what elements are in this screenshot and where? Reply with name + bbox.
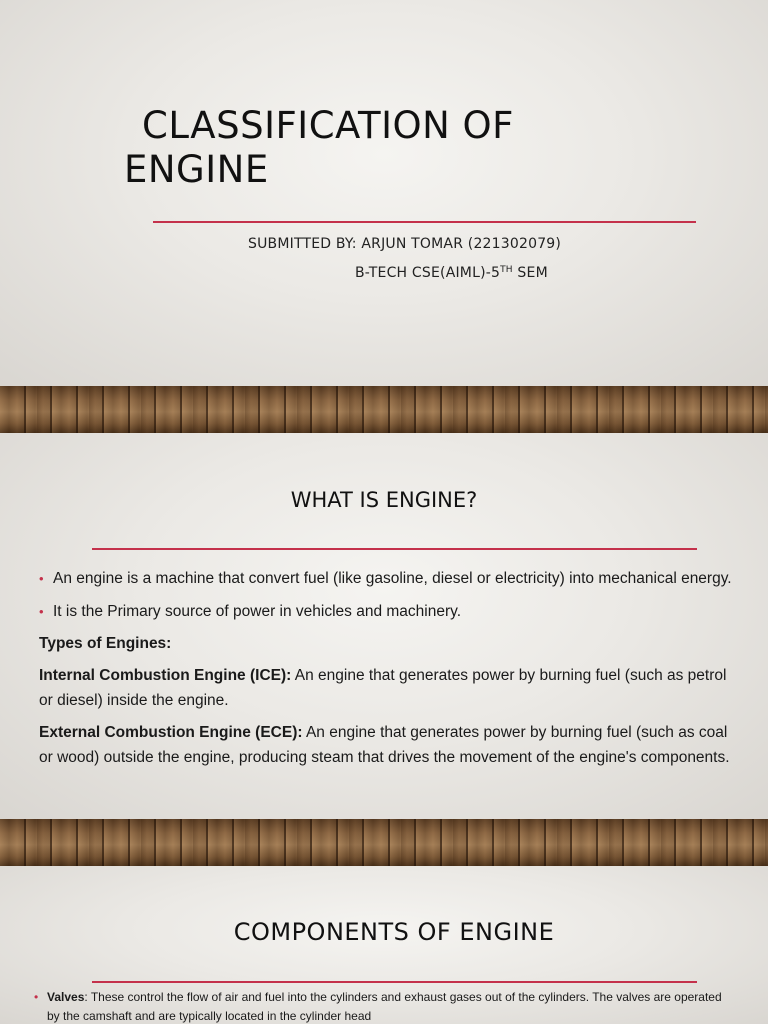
slide-what-is-engine [0, 433, 768, 819]
bullet-item: • An engine is a machine that convert fuel (like gasoline, diesel or electricity) into mechanical energy. [39, 566, 735, 592]
course-superscript: TH [500, 265, 513, 275]
slide-body [39, 566, 735, 777]
wood-floor-band [0, 819, 768, 866]
course-info: B-TECH CSE(AIML)-5TH SEM [355, 265, 548, 281]
ece-definition: External Combustion Engine (ECE): An engine that generates power by burning fuel (such as coal or wood) outside the engine, producing steam that drives the movement of the engine's components. [39, 723, 730, 766]
slide-components [0, 866, 768, 1024]
bullet-dot: • [39, 571, 44, 586]
bullet-item: • It is the Primary source of power in vehicles and machinery. [39, 599, 735, 625]
slide-heading: COMPONENTS OF ENGINE [233, 918, 555, 946]
types-heading: Types of Engines: [39, 635, 172, 652]
title-line-1: CLASSIFICATION OF [142, 104, 514, 147]
bullet-dot: • [39, 603, 44, 619]
submitted-by: SUBMITTED BY: ARJUN TOMAR (221302079) [248, 236, 562, 252]
slide-heading: WHAT IS ENGINE? [290, 488, 478, 512]
slide-title-heading [124, 104, 684, 192]
title-divider [153, 221, 696, 223]
ice-definition: Internal Combustion Engine (ICE): An engine that generates power by burning fuel (such as petrol or diesel) inside the engine. [39, 666, 727, 709]
slide-title [0, 0, 768, 386]
heading-divider [92, 981, 697, 983]
title-line-2: ENGINE [124, 148, 269, 191]
bullet-dot: • [34, 990, 39, 1004]
valves-item: • Valves: These control the flow of air and fuel into the cylinders and exhaust gases out of the cylinders. The valves are operated by the camshaft and are typically located in the cylinder head [34, 990, 722, 1023]
heading-divider [92, 548, 697, 550]
wood-floor-band [0, 386, 768, 433]
